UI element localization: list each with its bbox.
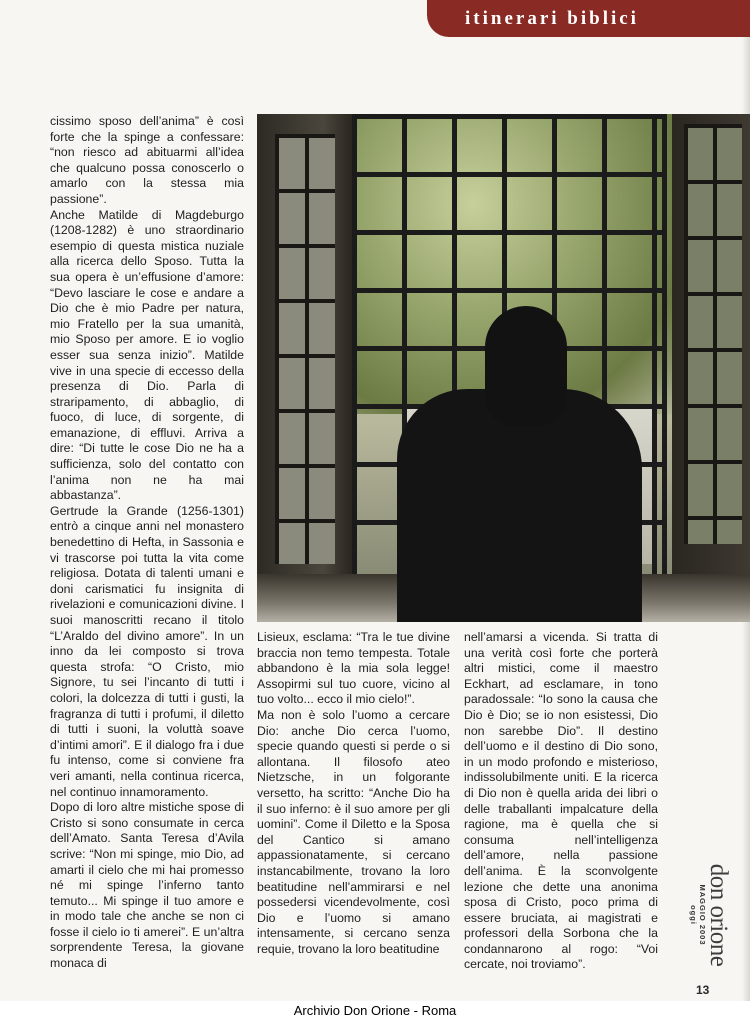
text-column-3 xyxy=(464,630,658,973)
paragraph: Dopo di loro altre mistiche spose di Cristo si sono consumate in cerca dell’Amato. Santa Teresa d’Avila scrive: “Non mi spinge, mio Dio, ad amarti il cielo che mi hai promesso né mi spinge l’inferno tanto temuto... Mi spinge il tuo amore e in modo tale che anche se non ci fosse il cielo io ti amerei”. E un’altra sorprendente Teresa, la giovane monaca di xyxy=(50,800,244,971)
photo-nun-at-window xyxy=(257,114,750,622)
photo-nun-veil xyxy=(485,306,567,426)
page-number: 13 xyxy=(696,983,710,997)
photo-left-shutter xyxy=(257,114,352,622)
paragraph: Ma non è solo l’uomo a cercare Dio: anche Dio cerca l’uomo, specie quando questi si perde o si allontana. Il filosofo ateo Nietzsche, in un folgorante versetto, ha scritto: “Anche Dio ha il suo inferno: è il suo amore per gli uomini”. Come il Diletto e la Sposa del Cantico si amano appassionatamente, si cercano instancabilmente, trovano la loro beatitudine nell’ammirarsi e nel possedersi vicendevolmente, così Dio e l’uomo si amano intensamente, si cercano senza requie, trovano la loro beatitudine xyxy=(257,707,450,956)
logo-issue-date: MAGGIO 2003 xyxy=(698,884,707,946)
archive-footer: Archivio Don Orione - Roma xyxy=(0,1001,750,1021)
paragraph: Anche Matilde di Magdeburgo (1208-1282) è uno straordinario esempio di questa mistica nuziale alla ricerca dello Sposo. Tutta la sua opera è un’effusione d’amore: “Devo lasciare le cose e andare a Dio che è mio Padre per natura, mio Fratello per la sua umanità, mio Sposo per amore. E io voglio esser sua senza inizio”. Matilde vive in una specie di eccesso della presenza di Dio. Parla di straripamento, di abbaglio, di fuoco, di luce, di sorgente, di emanazione, di effluvi. Arriva a dire: “Di tutte le cose Dio ne ha a sufficienza, solo del contatto con l’anima non ne ha mai abbastanza”. xyxy=(50,207,244,503)
paragraph: Lisieux, esclama: “Tra le tue divine braccia non temo tempesta. Totale abbandono è la mia sola legge! Assopirmi sul tuo cuore, vicino al tuo volto... ecco il mio cielo!”. xyxy=(257,630,450,707)
logo-brand: don orione xyxy=(705,863,732,967)
text-column-2 xyxy=(257,630,450,957)
text-column-1 xyxy=(50,114,244,972)
magazine-logo xyxy=(684,860,734,970)
paragraph: nell’amarsi a vicenda. Si tratta di una verità così forte che porterà altri mistici, come il maestro Eckhart, ad esclamare, in tono paradossale: “Io sono la causa che Dio è Dio; se io non esistessi, Dio non sarebbe Dio”. Il destino dell’uomo e il destino di Dio sono, in un modo profondo e misterioso, indissolubilmente uniti. E la ricerca di Dio non è quella arida dei libri o delle traballanti impalcature della ragione, ma è quella che si consuma nell’intelligenza dell’amore, nella passione dell’anima. È la sconvolgente lezione che dette una anonima sposa di Cristo, poco prima di essere bruciata, ai magistrati e professori della Sorbona che la condannarono al rogo: “Voi cercate, noi troviamo”. xyxy=(464,630,658,972)
paragraph: cissimo sposo dell’anima” è così forte che la spinge a confessare: “non riesco ad abituarmi all’idea che qualcuno possa conoscerlo o amarlo con la stessa mia passione”. xyxy=(50,114,244,206)
logo-tag: oggi xyxy=(689,905,698,925)
paragraph: Gertrude la Grande (1256-1301) entrò a cinque anni nel monastero benedettino di Hefta, in Sassonia e vi trascorse poi tutta la vita come religiosa. Dotata di talenti umani e doni carismatici fu insignita di rivelazioni e comunicazioni divine. I suoi manoscritti recano il titolo “L’Araldo del divino amore”. In un inno da lei composto si trova questa strofa: “O Cristo, mio Signore, tu sei l’incanto di tutti i colori, la dolcezza di tutti i gusti, la fragranza di tutti i profumi, il diletto di tutti i suoni, la voluttà soave d’intimi amori”. E il dialogo fra i due fu intenso, come si conviene fra veri amanti, nella continua ricerca, nel continuo innamoramento. xyxy=(50,503,244,799)
photo-right-shutter xyxy=(672,114,750,622)
section-banner xyxy=(427,0,750,37)
section-title: itinerari biblici xyxy=(465,8,639,29)
